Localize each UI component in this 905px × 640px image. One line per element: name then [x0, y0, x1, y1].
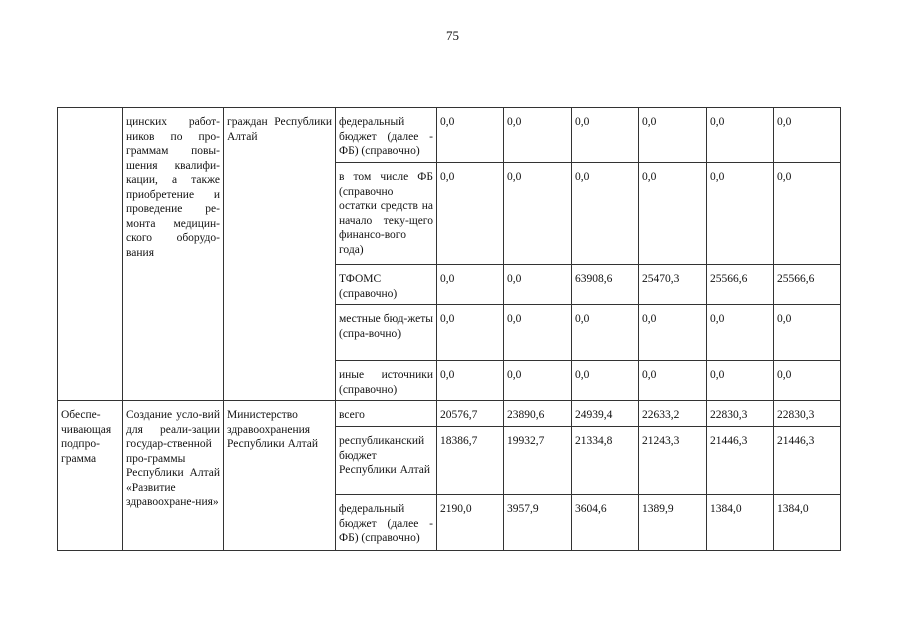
value-cell: 25566,6 — [707, 265, 774, 305]
funding-source: в том числе ФБ (справочно остатки средств на начало теку-щего финансо-вого года) — [336, 163, 437, 265]
value-cell: 18386,7 — [437, 427, 504, 495]
value-cell: 1384,0 — [707, 495, 774, 551]
value-cell: 0,0 — [639, 108, 707, 163]
executor-cell: граждан Республики Алтай — [224, 108, 336, 401]
value-cell: 0,0 — [572, 163, 639, 265]
value-cell: 0,0 — [437, 108, 504, 163]
value-cell: 0,0 — [774, 108, 841, 163]
value-cell: 2190,0 — [437, 495, 504, 551]
funding-source: местные бюд-жеты (спра-вочно) — [336, 305, 437, 361]
value-cell: 0,0 — [639, 361, 707, 401]
value-cell: 21334,8 — [572, 427, 639, 495]
value-cell: 0,0 — [437, 305, 504, 361]
table-row — [58, 108, 841, 163]
value-cell: 1384,0 — [774, 495, 841, 551]
funding-source: ТФОМС (справочно) — [336, 265, 437, 305]
program-cell — [58, 108, 123, 401]
executor-cell: Министерство здравоохранения Республики Алтай — [224, 401, 336, 551]
value-cell: 0,0 — [639, 305, 707, 361]
value-cell: 63908,6 — [572, 265, 639, 305]
value-cell: 0,0 — [437, 265, 504, 305]
value-cell: 24939,4 — [572, 401, 639, 427]
page-number: 75 — [446, 28, 459, 43]
table-row — [58, 401, 841, 427]
program-cell: Обеспе-чивающая подпро-грамма — [58, 401, 123, 551]
value-cell: 0,0 — [504, 265, 572, 305]
value-cell: 22830,3 — [707, 401, 774, 427]
value-cell: 0,0 — [774, 305, 841, 361]
value-cell: 0,0 — [504, 305, 572, 361]
value-cell: 0,0 — [774, 361, 841, 401]
event-description: Создание усло-вий для реали-зации государ-ственной про-граммы Республики Алтай «Развитие здравоохране-ния» — [123, 401, 224, 551]
value-cell: 19932,7 — [504, 427, 572, 495]
value-cell: 0,0 — [572, 108, 639, 163]
value-cell: 0,0 — [707, 361, 774, 401]
value-cell: 0,0 — [639, 163, 707, 265]
value-cell: 21446,3 — [707, 427, 774, 495]
budget-table — [57, 107, 841, 551]
value-cell: 21243,3 — [639, 427, 707, 495]
value-cell: 1389,9 — [639, 495, 707, 551]
value-cell: 3957,9 — [504, 495, 572, 551]
value-cell: 0,0 — [572, 305, 639, 361]
value-cell: 0,0 — [707, 163, 774, 265]
value-cell: 0,0 — [504, 163, 572, 265]
value-cell: 0,0 — [774, 163, 841, 265]
value-cell: 0,0 — [504, 361, 572, 401]
value-cell: 3604,6 — [572, 495, 639, 551]
funding-source: республиканский бюджет Республики Алтай — [336, 427, 437, 495]
value-cell: 22633,2 — [639, 401, 707, 427]
value-cell: 0,0 — [437, 361, 504, 401]
value-cell: 25566,6 — [774, 265, 841, 305]
value-cell: 23890,6 — [504, 401, 572, 427]
value-cell: 0,0 — [707, 108, 774, 163]
event-description: цинских работ-ников по про-граммам повы-шения квалифи-кации, а также приобретение и проведение ре-монта медицин-ского оборудо-вания — [123, 108, 224, 401]
funding-source: федеральный бюджет (далее - ФБ) (справочно) — [336, 108, 437, 163]
value-cell: 25470,3 — [639, 265, 707, 305]
value-cell: 20576,7 — [437, 401, 504, 427]
funding-source: иные источники (справочно) — [336, 361, 437, 401]
value-cell: 22830,3 — [774, 401, 841, 427]
value-cell: 0,0 — [504, 108, 572, 163]
funding-source: всего — [336, 401, 437, 427]
value-cell: 21446,3 — [774, 427, 841, 495]
value-cell: 0,0 — [707, 305, 774, 361]
funding-source: федеральный бюджет (далее - ФБ) (справочно) — [336, 495, 437, 551]
value-cell: 0,0 — [572, 361, 639, 401]
value-cell: 0,0 — [437, 163, 504, 265]
